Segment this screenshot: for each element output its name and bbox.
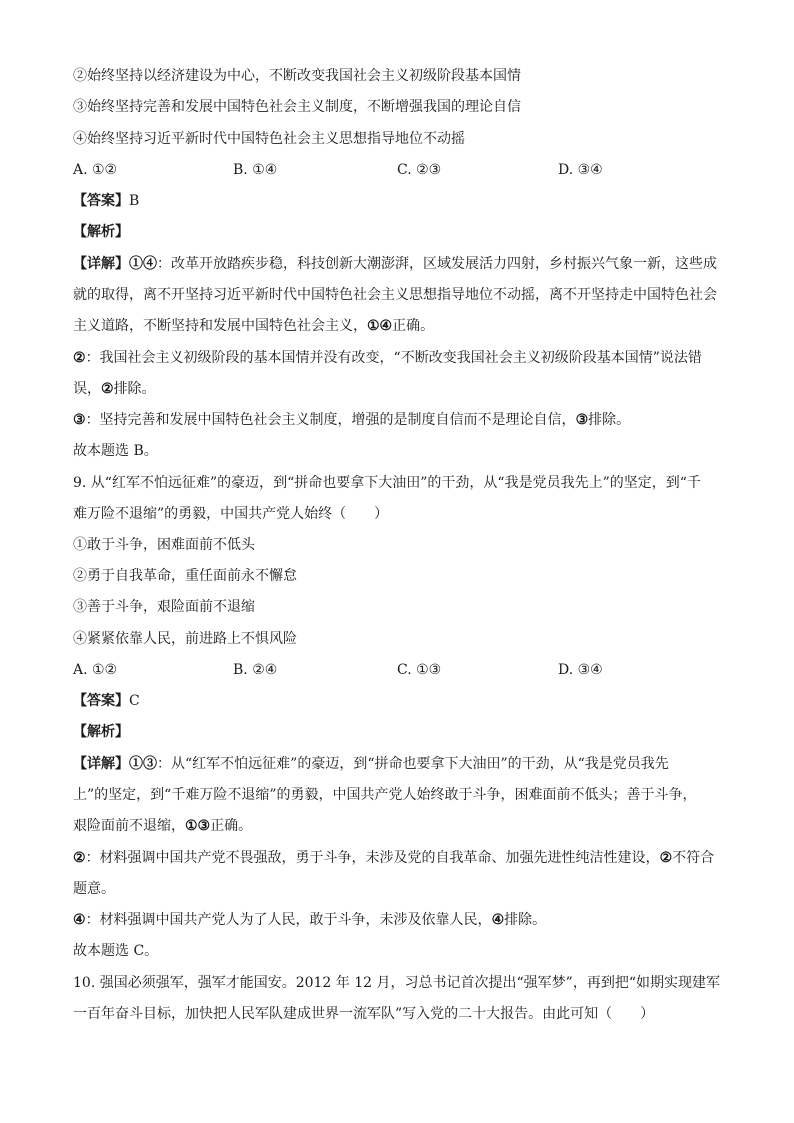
detail-text: ：从“红军不怕远征难”的豪迈，到“拼命也要拿下大油田”的干劲，从“我是党员我先: [157, 756, 669, 772]
detail-end-text: 正确。: [392, 318, 435, 334]
q8-conclusion: 故本题选 B。: [73, 443, 158, 459]
q8-item-4: ④始终坚持习近平新时代中国特色社会主义思想指导地位不动摇: [73, 131, 465, 147]
detail-numbers: ①④: [129, 256, 157, 272]
point-number: ②: [659, 850, 673, 866]
point-number: ③: [73, 412, 86, 428]
detail-end-text: 正确。: [210, 818, 253, 834]
detail-text: ：改革开放踏疾步稳，科技创新大潮澎湃，区域发展活力四射，乡村振兴气象一新，这些成: [157, 256, 717, 272]
q8-point-2-line-1: [73, 348, 723, 368]
q8-option-c: C. ②③: [397, 162, 442, 178]
q9-option-c: C. ①③: [397, 662, 442, 678]
q9-point-2-line-2: 题意。: [73, 881, 115, 897]
q9-item-1: ①敢于斗争，困难面前不低头: [73, 537, 255, 553]
detail-end-numbers: ①④: [367, 318, 393, 334]
answer-value: C: [129, 693, 140, 709]
detail-label: 【详解】: [73, 756, 129, 772]
q8-detail-line-3: [73, 316, 723, 336]
point-number: ②: [101, 381, 114, 397]
detail-numbers: ①③: [129, 756, 157, 772]
point-end-text: 排除。: [588, 412, 631, 428]
q9-detail-line-1: [73, 754, 723, 774]
q8-option-a: A. ①②: [73, 162, 118, 178]
q8-option-d: D. ③④: [558, 162, 603, 178]
q9-answer: [73, 691, 723, 711]
q9-detail-line-3: [73, 816, 723, 836]
q8-options: [73, 160, 723, 180]
answer-label: 【答案】: [73, 693, 129, 709]
q9-stem-line-2: 难万险不退缩”的勇毅，中国共产党人始终（ ）: [73, 506, 389, 522]
q9-point-2-line-1: [73, 848, 723, 868]
point-number: ②: [73, 350, 86, 366]
point-text: 误，: [73, 381, 101, 397]
q9-option-a: A. ①②: [73, 662, 118, 678]
q9-item-4: ④紧紧依靠人民，前进路上不惧风险: [73, 631, 297, 647]
q8-point-2-line-2: [73, 379, 723, 399]
q9-conclusion: 故本题选 C。: [73, 943, 159, 959]
q8-option-b: B. ①④: [233, 162, 278, 178]
q8-point-3: [73, 410, 723, 430]
q9-item-2: ②勇于自我革命，重任面前永不懈怠: [73, 568, 297, 584]
q8-detail-line-1: [73, 254, 723, 274]
detail-label: 【详解】: [73, 256, 129, 272]
point-number: ②: [73, 850, 86, 866]
point-number: ③: [575, 412, 589, 428]
q9-detail-line-2: 上”的坚定，到“千难万险不退缩”的勇毅，中国共产党人始终敢于斗争，困难面前不低头；善于斗争，: [73, 787, 697, 803]
detail-text: 主义道路，不断坚持和发展中国特色社会主义，: [73, 318, 367, 334]
point-text: ：坚持完善和发展中国特色社会主义制度，增强的是制度自信而不是理论自信，: [85, 412, 576, 428]
point-end-text: 排除。: [504, 912, 547, 928]
q9-analysis-label: 【解析】: [73, 724, 129, 740]
q9-point-4: [73, 910, 723, 930]
point-text: ：材料强调中国共产党人为了人民，敢于斗争，未涉及依靠人民，: [85, 912, 492, 928]
point-number: ④: [491, 912, 505, 928]
q10-stem-line-1: 10. 强国必须强军，强军才能国安。2012 年 12 月，习总书记首次提出“强军梦”，再到把“如期实现建军: [73, 975, 720, 991]
q9-option-d: D. ③④: [558, 662, 603, 678]
answer-value: B: [129, 193, 140, 209]
q9-option-b: B. ②④: [233, 662, 278, 678]
point-number: ④: [73, 912, 86, 928]
q8-detail-line-2: 就的取得，离不开坚持习近平新时代中国特色社会主义思想指导地位不动摇，离不开坚持走中国特色社会: [73, 287, 717, 303]
q9-stem-line-1: 9. 从“红军不怕远征难”的豪迈，到“拼命也要拿下大油田”的干劲，从“我是党员我先上”的坚定，到“千: [73, 475, 701, 491]
point-tail-text: 不符合: [672, 850, 715, 866]
q10-stem-line-2: 一百年奋斗目标，加快把人民军队建成世界一流军队”写入党的二十大报告。由此可知（ ）: [73, 1006, 655, 1022]
q8-item-2: ②始终坚持以经济建设为中心，不断改变我国社会主义初级阶段基本国情: [73, 68, 521, 84]
point-text: ：我国社会主义初级阶段的基本国情并没有改变，“不断改变我国社会主义初级阶段基本国情”说法错: [85, 350, 702, 366]
point-text: ：材料强调中国共产党不畏强敌，勇于斗争，未涉及党的自我革命、加强先进性纯洁性建设，: [85, 850, 660, 866]
detail-text: 艰险面前不退缩，: [73, 818, 185, 834]
detail-end-numbers: ①③: [185, 818, 211, 834]
q8-analysis-label: 【解析】: [73, 224, 129, 240]
q8-answer: [73, 191, 723, 211]
answer-label: 【答案】: [73, 193, 129, 209]
q9-item-3: ③善于斗争，艰险面前不退缩: [73, 599, 255, 615]
point-end-text: 排除。: [113, 381, 156, 397]
q8-item-3: ③始终坚持完善和发展中国特色社会主义制度，不断增强我国的理论自信: [73, 99, 521, 115]
q9-options: [73, 660, 723, 680]
